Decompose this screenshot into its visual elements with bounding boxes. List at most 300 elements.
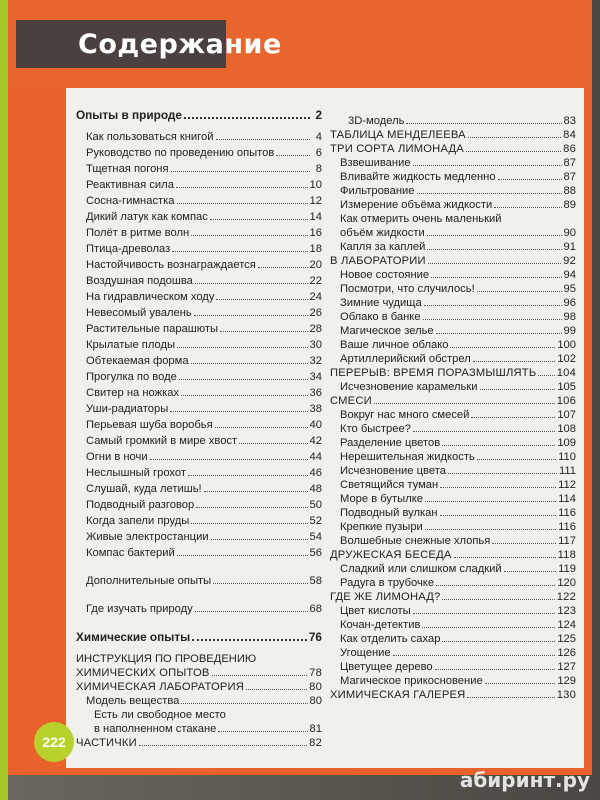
- toc-page-number: 105: [557, 381, 576, 393]
- toc-entry-text: Самый громкий в мире хвост: [86, 435, 238, 447]
- toc-entry-text: Слушай, куда летишь!: [86, 483, 202, 495]
- toc-page-number: 4: [315, 131, 322, 143]
- toc-entry: [330, 676, 576, 687]
- toc-entry: [76, 484, 322, 495]
- toc-page-number: 102: [557, 353, 576, 365]
- toc-entry-line: [76, 710, 322, 721]
- toc-entry: [330, 508, 576, 519]
- toc-entry-text: Дикий латук как компас: [86, 211, 208, 223]
- page-title: Содержание: [78, 28, 282, 60]
- toc-entry-text: Капля за каплей: [340, 241, 426, 253]
- toc-entry: [330, 200, 576, 211]
- leader-dots: [425, 501, 556, 502]
- toc-entry: [330, 592, 576, 603]
- leader-dots: [425, 529, 556, 530]
- leader-dots: [181, 703, 307, 704]
- toc-entry: [330, 648, 576, 659]
- toc-page-number: 24: [309, 291, 322, 303]
- leader-dots: [191, 235, 307, 236]
- toc-entry-text: Море в бутылке: [340, 493, 423, 505]
- leader-dots: [213, 583, 307, 584]
- toc-entry: [330, 116, 576, 127]
- toc-entry: [330, 130, 576, 141]
- leader-dots: [477, 459, 556, 460]
- toc-entry: [76, 372, 322, 383]
- toc-section: [76, 632, 322, 644]
- toc-entry-text: Подводный вулкан: [340, 507, 438, 519]
- leader-dots: [406, 123, 561, 124]
- leader-dots: [436, 585, 555, 586]
- toc-entry-line: [330, 214, 576, 225]
- toc-page-number: 50: [309, 499, 322, 511]
- toc-page-number: 30: [309, 339, 322, 351]
- toc-entry: [330, 326, 576, 337]
- toc-entry: [76, 604, 322, 615]
- toc-entry-text: ИНСТРУКЦИЯ ПО ПРОВЕДЕНИЮ: [76, 653, 257, 665]
- toc-page-number: 87: [563, 171, 576, 183]
- toc-page-number: 6: [315, 147, 322, 159]
- toc-page-number: 124: [557, 619, 576, 631]
- toc-page-number: 14: [309, 211, 322, 223]
- toc-entry-text: Реактивная сила: [86, 179, 174, 191]
- toc-entry-text: 3D-модель: [348, 115, 405, 127]
- toc-entry-text: Фильтрование: [340, 185, 415, 197]
- toc-entry: [330, 522, 576, 533]
- toc-entry-text: СМЕСИ: [330, 395, 372, 407]
- toc-entry-text: Где изучать природу: [86, 603, 193, 615]
- toc-entry-text: Цветущее дерево: [340, 661, 433, 673]
- toc-page-number: 100: [557, 339, 576, 351]
- toc-entry-text: Воздушная подошва: [86, 275, 193, 287]
- toc-page-number: 46: [309, 467, 322, 479]
- leader-dots: [215, 427, 308, 428]
- toc-entry-text: Разделение цветов: [340, 437, 441, 449]
- toc-entry: [330, 186, 576, 197]
- toc-entry-text: ЧАСТИЧКИ: [76, 737, 137, 749]
- toc-page-number: 38: [309, 403, 322, 415]
- leader-dots: [431, 277, 561, 278]
- leader-dots: [246, 689, 307, 690]
- leader-dots: [374, 403, 555, 404]
- toc-page-number: 56: [309, 547, 322, 559]
- toc-page-number: 110: [558, 451, 576, 463]
- toc-entry: [76, 500, 322, 511]
- toc-page-number: 89: [563, 199, 576, 211]
- toc-entry-text: Сосна-гимнастка: [86, 195, 175, 207]
- toc-entry: [76, 532, 322, 543]
- leader-dots: [466, 151, 561, 152]
- leader-dots: [448, 473, 557, 474]
- toc-section: [76, 110, 322, 122]
- leader-dots: [498, 179, 562, 180]
- toc-page-number: 78: [309, 667, 322, 679]
- toc-page-number: 18: [309, 243, 322, 255]
- toc-entry: [76, 276, 322, 287]
- leader-dots: [480, 389, 556, 390]
- toc-entry: [330, 494, 576, 505]
- toc-page-number: 98: [563, 311, 576, 323]
- leader-dots: [211, 539, 308, 540]
- toc-page-number: 83: [563, 115, 576, 127]
- toc-entry-text: ПЕРЕРЫВ: ВРЕМЯ ПОРАЗМЫШЛЯТЬ: [330, 367, 537, 379]
- toc-entry-text: Живые электростанции: [86, 531, 209, 543]
- toc-entry: [76, 164, 322, 175]
- toc-entry-text: Артиллерийский обстрел: [340, 353, 471, 365]
- toc-entry-text: Магическое прикосновение: [340, 675, 483, 687]
- toc-entry: [330, 396, 576, 407]
- toc-page-number: 125: [557, 633, 576, 645]
- toc-entry: [76, 452, 322, 463]
- toc-page-number: 119: [558, 563, 576, 575]
- toc-entry-text: Свитер на ножках: [86, 387, 180, 399]
- toc-page-number: 90: [563, 227, 576, 239]
- leader-dots: [176, 187, 308, 188]
- toc-entry-text: Исчезновение карамельки: [340, 381, 478, 393]
- toc-entry-text: Химические опыты: [76, 630, 191, 644]
- leader-dots: [170, 411, 307, 412]
- toc-entry: [76, 212, 322, 223]
- toc-entry: [76, 148, 322, 159]
- leader-dots: [504, 571, 557, 572]
- leader-dots: [424, 305, 562, 306]
- toc-page-number: 58: [309, 575, 322, 587]
- toc-entry: [330, 242, 576, 253]
- toc-entry: [330, 634, 576, 645]
- toc-page-number: 80: [309, 695, 322, 707]
- leader-dots: [436, 333, 562, 334]
- toc-entry-text: Когда запели пруды: [86, 515, 190, 527]
- toc-entry-text: Тщетная погоня: [86, 163, 169, 175]
- leader-dots: [258, 267, 308, 268]
- toc-entry-text: Ваше личное облако: [340, 339, 449, 351]
- toc-entry-text: Перьевая шуба воробья: [86, 419, 213, 431]
- leader-dots: [485, 683, 556, 684]
- leader-dots: [216, 299, 307, 300]
- toc-page-number: 108: [557, 423, 576, 435]
- leader-dots: [413, 613, 556, 614]
- leader-dots: [422, 627, 555, 628]
- leader-dots: [427, 249, 561, 250]
- toc-page-number: 20: [309, 259, 322, 271]
- toc-page-number: 111: [558, 465, 576, 477]
- toc-entry: [76, 576, 322, 587]
- leader-dots: [177, 347, 308, 348]
- toc-page-number: 107: [557, 409, 576, 421]
- leader-dots: [216, 139, 311, 140]
- leader-dots: [442, 641, 555, 642]
- toc-entry: [330, 298, 576, 309]
- toc-page-number: 28: [309, 323, 322, 335]
- toc-entry: [330, 410, 576, 421]
- toc-entry-text: Прогулка по воде: [86, 371, 177, 383]
- leader-dots: [171, 171, 310, 172]
- toc-entry-text: Крепкие пузыри: [340, 521, 423, 533]
- book-page: [8, 0, 592, 775]
- leader-dots: [413, 431, 555, 432]
- toc-entry-line: [76, 654, 322, 665]
- leader-dots: [139, 745, 307, 746]
- toc-entry: [330, 158, 576, 169]
- toc-page-number: 26: [309, 307, 322, 319]
- toc-page-number: 117: [558, 535, 576, 547]
- toc-entry-text: Обтекаемая форма: [86, 355, 189, 367]
- toc-entry: [330, 368, 576, 379]
- toc-entry: [76, 388, 322, 399]
- toc-entry-text: Руководство по проведению опытов: [86, 147, 275, 159]
- toc-entry: [330, 564, 576, 575]
- toc-page-number: 10: [309, 179, 322, 191]
- toc-page-number: 44: [309, 451, 322, 463]
- leader-dots: [191, 363, 308, 364]
- leader-dots: [494, 207, 561, 208]
- toc-entry-text: ХИМИЧЕСКАЯ ЛАБОРАТОРИЯ: [76, 681, 245, 693]
- toc-entry: [330, 466, 576, 477]
- toc-page-number: 94: [563, 269, 576, 281]
- toc-entry: [76, 548, 322, 559]
- toc-entry: [330, 340, 576, 351]
- toc-entry-text: Облако в банке: [340, 311, 421, 323]
- toc-entry-text: Посмотри, что случилось!: [340, 283, 475, 295]
- toc-entry: [76, 420, 322, 431]
- toc-entry-text: Угощение: [340, 647, 391, 659]
- toc-entry-text: Исчезновение цвета: [340, 465, 446, 477]
- toc-page-number: 116: [558, 507, 576, 519]
- toc-entry-text: Как отмерить очень маленький: [340, 213, 502, 225]
- page-number: 222: [42, 734, 66, 750]
- toc-entry-text: Полёт в ритме волн: [86, 227, 190, 239]
- toc-entry: [330, 144, 576, 155]
- leader-dots: [473, 361, 556, 362]
- toc-entry-text: Неслышный грохот: [86, 467, 186, 479]
- toc-entry-text: Волшебные снежные хлопья: [340, 535, 491, 547]
- toc-page-number: 96: [563, 297, 576, 309]
- leader-dots: [179, 379, 308, 380]
- toc-page-number: 122: [556, 591, 576, 603]
- page-number-badge: [34, 722, 74, 762]
- toc-entry: [330, 172, 576, 183]
- toc-entry: [76, 228, 322, 239]
- toc-entry-text: Радуга в трубочке: [340, 577, 435, 589]
- toc-entry: [330, 620, 576, 631]
- toc-entry: [330, 424, 576, 435]
- leader-dots: [191, 523, 307, 524]
- toc-page-number: 22: [309, 275, 322, 287]
- toc-entry-text: Растительные парашюты: [86, 323, 219, 335]
- toc-entry-text: ХИМИЧЕСКИХ ОПЫТОВ: [76, 667, 210, 679]
- toc-entry-text: Уши-радиаторы: [86, 403, 169, 415]
- leader-dots: [204, 491, 308, 492]
- leader-dots: [220, 331, 308, 332]
- toc-page-number: 32: [309, 355, 322, 367]
- toc-entry: [330, 662, 576, 673]
- toc-entry: [330, 578, 576, 589]
- toc-page-number: 127: [557, 661, 576, 673]
- toc-entry: [330, 270, 576, 281]
- leader-dots: [427, 235, 562, 236]
- toc-entry: [330, 550, 576, 561]
- toc-page-number: 8: [315, 163, 322, 175]
- toc-entry: [330, 606, 576, 617]
- leader-dots: [428, 263, 561, 264]
- toc-entry-text: ТРИ СОРТА ЛИМОНАДА: [330, 143, 464, 155]
- toc-entry-text: Вокруг нас много смесей: [340, 409, 470, 421]
- toc-entry: [76, 696, 322, 707]
- leader-dots: [276, 155, 310, 156]
- leader-dots: [196, 507, 307, 508]
- toc-entry: [330, 536, 576, 547]
- toc-entry: [330, 228, 576, 239]
- toc-entry: [330, 452, 576, 463]
- toc-entry-text: ГДЕ ЖЕ ЛИМОНАД?: [330, 591, 441, 603]
- toc-page-number: 129: [557, 675, 576, 687]
- toc-entry: [330, 256, 576, 267]
- toc-entry: [76, 468, 322, 479]
- leader-dots: [442, 445, 555, 446]
- leader-dots: [177, 555, 308, 556]
- toc-entry: [76, 244, 322, 255]
- leader-dots: [393, 655, 556, 656]
- toc-page-number: 36: [309, 387, 322, 399]
- toc-entry-text: Нерешительная жидкость: [340, 451, 475, 463]
- toc-page-number: 76: [308, 630, 322, 644]
- toc-entry: [330, 284, 576, 295]
- toc-entry: [76, 292, 322, 303]
- leader-dots: [492, 543, 556, 544]
- toc-entry: [330, 438, 576, 449]
- leader-dots: [195, 611, 308, 612]
- toc-entry: [330, 690, 576, 701]
- toc-entry: [330, 480, 576, 491]
- leader-dots: [413, 165, 562, 166]
- toc-page-number: 130: [556, 689, 576, 701]
- toc-page-number: 81: [309, 723, 322, 735]
- toc-entry-text: Невесомый увалень: [86, 307, 192, 319]
- toc-entry: [76, 260, 322, 271]
- leader-dots: [239, 443, 307, 444]
- leader-dots: [212, 675, 308, 676]
- toc-entry: [330, 354, 576, 365]
- leader-dots: [181, 395, 308, 396]
- toc-entry-text: Как отделить сахар: [340, 633, 441, 645]
- toc-entry-text: ТАБЛИЦА МЕНДЕЛЕЕВА: [330, 129, 466, 141]
- toc-entry: [76, 340, 322, 351]
- leader-dots: [210, 219, 308, 220]
- toc-page-number: 116: [558, 521, 576, 533]
- contents-panel: [66, 88, 584, 768]
- toc-entry: [76, 196, 322, 207]
- toc-page-number: 99: [563, 325, 576, 337]
- toc-entry: [76, 724, 322, 735]
- toc-page-number: 16: [309, 227, 322, 239]
- toc-page-number: 118: [557, 549, 576, 561]
- title-box: [16, 20, 282, 68]
- leader-dots: [177, 203, 308, 204]
- toc-entry: [76, 308, 322, 319]
- leader-dots: [192, 639, 307, 641]
- toc-page-number: 86: [563, 143, 576, 155]
- toc-page-number: 120: [557, 577, 576, 589]
- toc-entry-text: Магическое зелье: [340, 325, 434, 337]
- toc-entry-text: в наполненном стакане: [94, 723, 217, 735]
- toc-page-number: 114: [558, 493, 576, 505]
- leader-dots: [150, 459, 308, 460]
- leader-dots: [467, 697, 554, 698]
- toc-entry-text: ХИМИЧЕСКАЯ ГАЛЕРЕЯ: [330, 689, 466, 701]
- leader-dots: [538, 375, 554, 376]
- leader-dots: [218, 731, 307, 732]
- toc-entry-text: Птица-древолаз: [86, 243, 171, 255]
- toc-page-number: 123: [557, 605, 576, 617]
- toc-entry: [76, 132, 322, 143]
- toc-entry: [76, 516, 322, 527]
- toc-page-number: 112: [558, 479, 576, 491]
- toc-page-number: 91: [563, 241, 576, 253]
- toc-page-number: 126: [557, 647, 576, 659]
- toc-page-number: 80: [309, 681, 322, 693]
- toc-entry-text: Как пользоваться книгой: [86, 131, 214, 143]
- toc-page-number: 40: [309, 419, 322, 431]
- toc-entry-text: Новое состояние: [340, 269, 430, 281]
- toc-entry-text: На гидравлическом ходу: [86, 291, 215, 303]
- leader-dots: [194, 315, 308, 316]
- leader-dots: [195, 283, 308, 284]
- toc-entry-text: Дополнительные опыты: [86, 575, 212, 587]
- toc-entry: [76, 668, 322, 679]
- toc-entry-text: Сладкий или слишком сладкий: [340, 563, 502, 575]
- toc-entry-text: Кто быстрее?: [340, 423, 411, 435]
- toc-entry-text: ДРУЖЕСКАЯ БЕСЕДА: [330, 549, 452, 561]
- toc-entry: [76, 180, 322, 191]
- leader-dots: [435, 669, 556, 670]
- toc-page-number: 82: [309, 737, 322, 749]
- leader-dots: [468, 137, 561, 138]
- toc-entry: [330, 312, 576, 323]
- leader-dots: [423, 319, 562, 320]
- leader-dots: [172, 251, 307, 252]
- toc-page-number: 84: [563, 129, 576, 141]
- leader-dots: [440, 515, 557, 516]
- toc-page-number: 2: [315, 108, 322, 122]
- toc-entry-text: Опыты в природе: [76, 108, 182, 122]
- toc-entry-text: Настойчивость вознаграждается: [86, 259, 256, 271]
- leader-dots: [454, 557, 556, 558]
- toc-page-number: 88: [563, 185, 576, 197]
- toc-entry: [76, 436, 322, 447]
- toc-entry-text: Светящийся туман: [340, 479, 439, 491]
- toc-page-number: 104: [556, 367, 576, 379]
- toc-entry: [76, 324, 322, 335]
- leader-dots: [184, 117, 310, 119]
- toc-page-number: 34: [309, 371, 322, 383]
- toc-entry-text: Есть ли свободное место: [94, 709, 226, 721]
- toc-page-number: 95: [563, 283, 576, 295]
- leader-dots: [417, 193, 562, 194]
- toc-page-number: 106: [556, 395, 576, 407]
- toc-entry-text: Кочан-детектив: [340, 619, 421, 631]
- toc-page-number: 12: [309, 195, 322, 207]
- toc-entry-text: Компас бактерий: [86, 547, 175, 559]
- leader-dots: [450, 347, 555, 348]
- leader-dots: [442, 599, 554, 600]
- toc-entry-text: Взвешивание: [340, 157, 411, 169]
- toc-entry-text: Крылатые плоды: [86, 339, 176, 351]
- toc-entry-text: Модель вещества: [86, 695, 180, 707]
- toc-entry: [76, 682, 322, 693]
- toc-entry-text: Подводный разговор: [86, 499, 195, 511]
- toc-page-number: 52: [309, 515, 322, 527]
- toc-entry: [76, 738, 322, 749]
- toc-entry-text: Огни в ночи: [86, 451, 148, 463]
